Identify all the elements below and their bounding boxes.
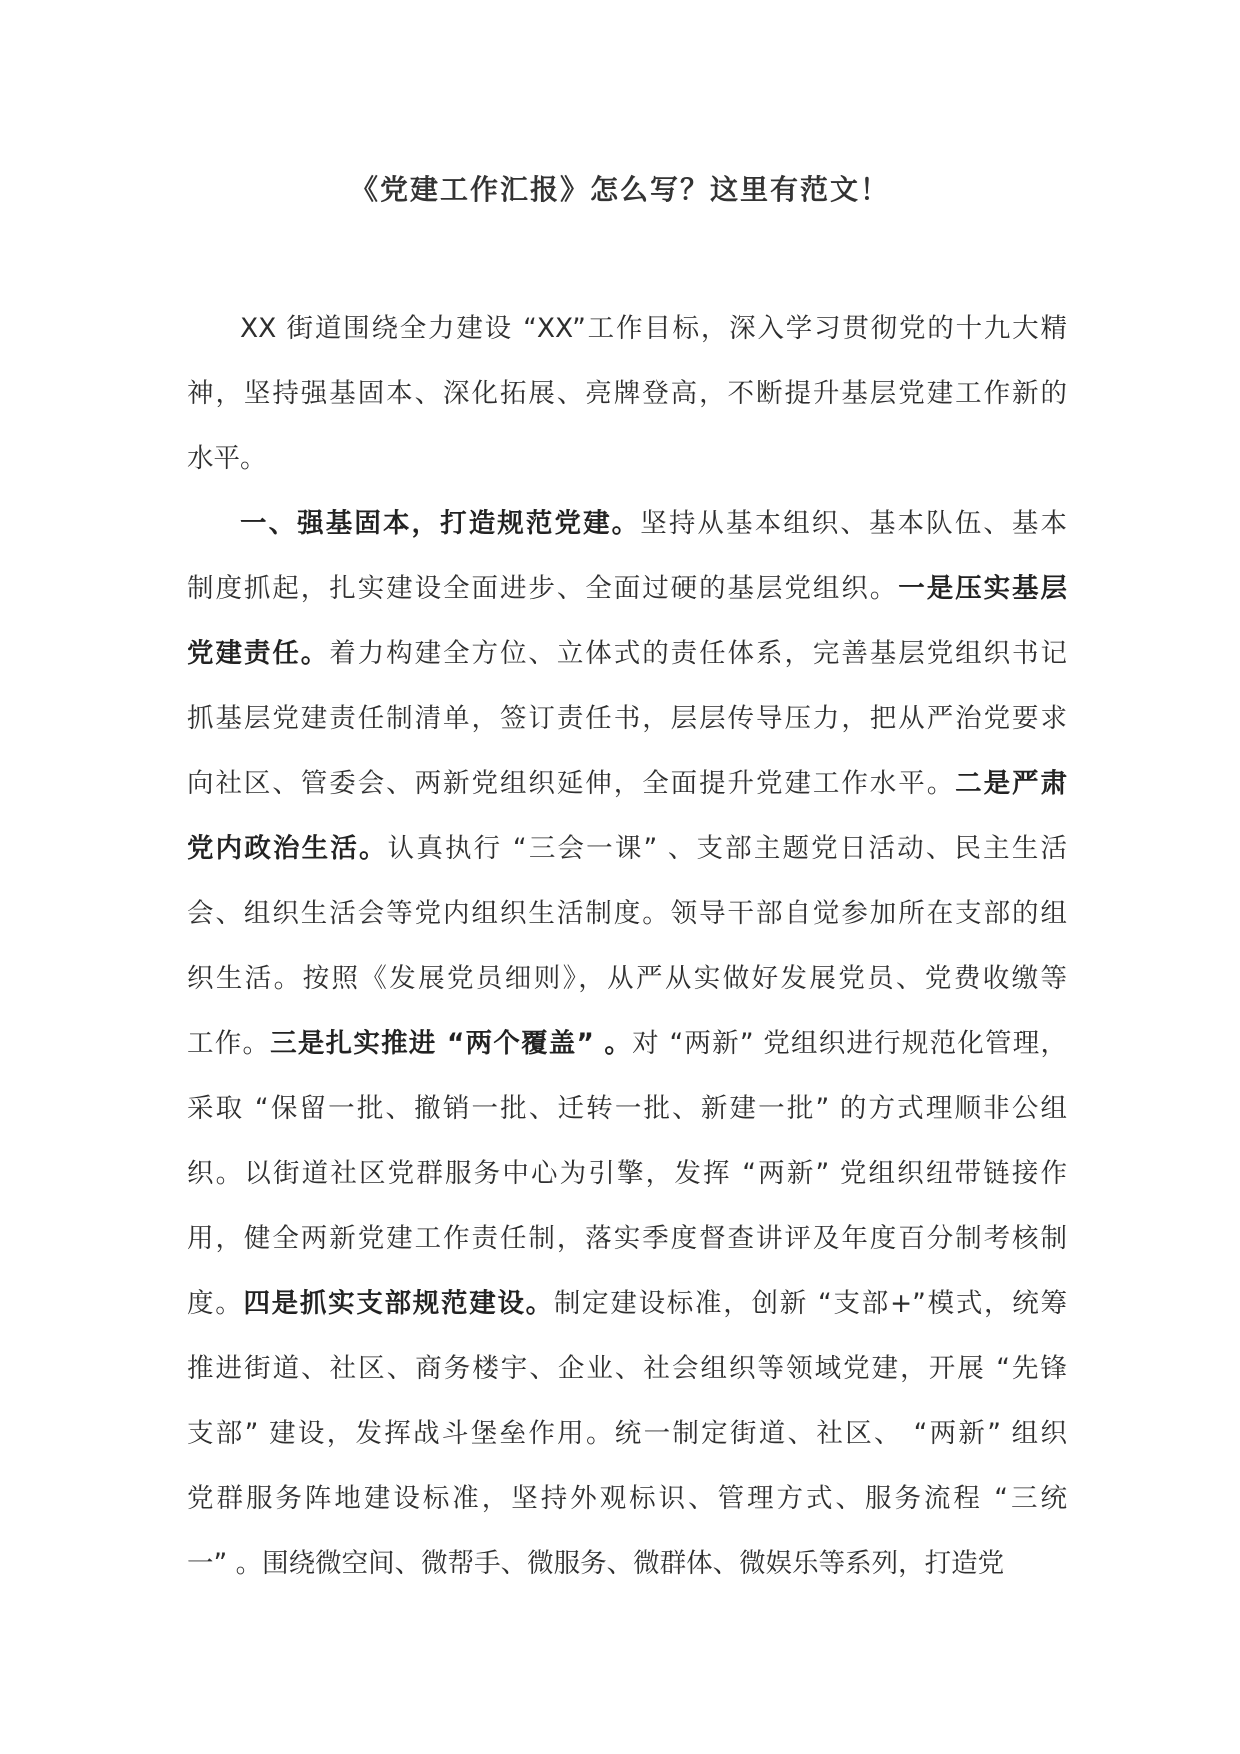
body-text-segment: 认真执行 “三会一课” 、支部主题党日活动、民主生活 bbox=[387, 833, 1067, 864]
text-line bbox=[187, 426, 1067, 491]
intro-paragraph bbox=[187, 296, 1067, 491]
text-line bbox=[187, 1531, 1067, 1596]
body-text-segment: XX 街道围绕全力建设 “XX”工作目标，深入学习贯彻党的十九大精 bbox=[240, 313, 1067, 344]
bold-heading-text: 二是严肃 bbox=[955, 768, 1068, 799]
text-line bbox=[187, 1466, 1067, 1531]
body-text-segment: 坚持从基本组织、基本队伍、基本 bbox=[640, 508, 1067, 539]
bold-heading-text: 一、强基固本，打造规范党建。 bbox=[240, 508, 641, 539]
text-line bbox=[187, 1401, 1067, 1466]
text-line bbox=[187, 1076, 1067, 1141]
body-text-segment: 着力构建全方位、立体式的责任体系，完善基层党组织书记 bbox=[329, 638, 1067, 669]
body-text-segment: 度。 bbox=[187, 1288, 244, 1319]
body-text-segment: 织。以街道社区党群服务中心为引擎，发挥 “两新” 党组织纽带链接作 bbox=[187, 1158, 1067, 1189]
text-line bbox=[187, 1206, 1067, 1271]
text-line bbox=[187, 296, 1067, 361]
body-text-segment: 推进街道、社区、商务楼宇、企业、社会组织等领域党建，开展 “先锋 bbox=[187, 1353, 1067, 1384]
text-line bbox=[187, 621, 1067, 686]
text-line bbox=[187, 946, 1067, 1011]
body-text-segment: 抓基层党建责任制清单，签订责任书，层层传导压力，把从严治党要求 bbox=[187, 703, 1067, 734]
body-text-segment: 制度抓起，扎实建设全面进步、全面过硬的基层党组织。 bbox=[187, 573, 899, 604]
text-line bbox=[187, 686, 1067, 751]
section-one-paragraph bbox=[187, 491, 1067, 1596]
body-text-segment: 支部” 建设，发挥战斗堡垒作用。统一制定街道、社区、 “两新” 组织 bbox=[187, 1418, 1067, 1449]
text-line bbox=[187, 816, 1067, 881]
body-text-segment: 水平。 bbox=[187, 443, 267, 474]
body-text-segment: 织生活。按照《发展党员细则》，从严从实做好发展党员、党费收缴等 bbox=[187, 963, 1067, 994]
body-text-segment: 制定建设标准，创新 “支部+”模式，统筹 bbox=[553, 1288, 1068, 1319]
text-line bbox=[187, 1336, 1067, 1401]
text-line bbox=[187, 556, 1067, 621]
text-line bbox=[187, 1011, 1067, 1076]
bold-heading-text: 党内政治生活。 bbox=[187, 833, 388, 864]
body-text-segment: 采取 “保留一批、撤销一批、迁转一批、新建一批” 的方式理顺非公组 bbox=[187, 1093, 1067, 1124]
body-text-segment: 工作。 bbox=[187, 1028, 271, 1059]
body-text-segment: 用，健全两新党建工作责任制，落实季度督查讲评及年度百分制考核制 bbox=[187, 1223, 1067, 1254]
text-line bbox=[187, 361, 1067, 426]
text-line bbox=[187, 491, 1067, 556]
bold-heading-text: 一是压实基层 bbox=[898, 573, 1067, 604]
body-text-segment: 一” 。围绕微空间、微帮手、微服务、微群体、微娱乐等系列，打造党 bbox=[187, 1548, 1005, 1579]
body-text-segment: 神，坚持强基固本、深化拓展、亮牌登高，不断提升基层党建工作新的 bbox=[187, 378, 1067, 409]
body-text-segment: 党群服务阵地建设标准，坚持外观标识、管理方式、服务流程 “三统 bbox=[187, 1483, 1067, 1514]
text-line bbox=[187, 1141, 1067, 1206]
body-text-segment: 会、组织生活会等党内组织生活制度。领导干部自觉参加所在支部的组 bbox=[187, 898, 1067, 929]
body-text-segment: 对 “两新” 党组织进行规范化管理， bbox=[632, 1028, 1067, 1059]
bold-heading-text: 三是扎实推进 “两个覆盖” 。 bbox=[270, 1028, 633, 1059]
text-line bbox=[187, 751, 1067, 816]
text-line bbox=[187, 1271, 1067, 1336]
text-line bbox=[187, 881, 1067, 946]
bold-heading-text: 四是抓实支部规范建设。 bbox=[243, 1288, 554, 1319]
body-text-segment: 向社区、管委会、两新党组织延伸，全面提升党建工作水平。 bbox=[187, 768, 956, 799]
bold-heading-text: 党建责任。 bbox=[187, 638, 330, 669]
document-title: 《党建工作汇报》怎么写？这里有范文！ bbox=[349, 173, 890, 206]
